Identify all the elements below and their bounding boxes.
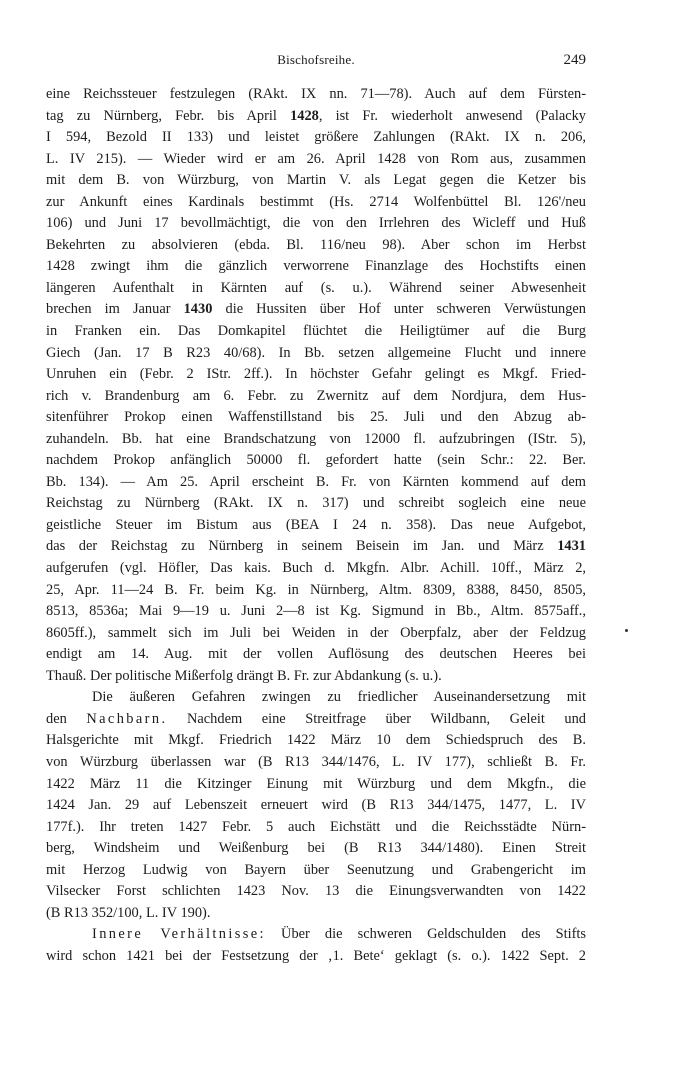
text-line [46,235,586,257]
text-segment: nachdem Prokop anfänglich 50000 fl. gefordert hatte (sein Schr.: 22. Ber. [46,452,586,469]
text-line [46,903,586,925]
text-line [46,644,586,666]
text-segment: (B R13 352/100, L. IV 190). [46,904,211,921]
text-line [46,386,586,408]
text-line [46,170,586,192]
text-segment: Giech (Jan. 17 B R23 40/68). In Bb. setzen allgemeine Flucht und innere [46,344,586,361]
text-line [46,493,586,515]
text-line [46,149,586,171]
text-segment: 1422 März 11 die Kitzinger Einung mit Würzburg und dem Mkgfn., die [46,775,586,792]
text-segment: Bb. 134). — Am 25. April erscheint B. Fr. von Kärnten kommend auf dem [46,473,586,490]
text-segment: 106) und Juni 17 bevollmächtigt, die von den Irrlehren des Wicleff und Huß [46,215,586,232]
text-segment: längeren Aufenthalt in Kärnten auf (s. u.). Während seiner Abwesenheit [46,279,586,296]
text-line [46,84,586,106]
spaced-heading: Nachbarn. [86,710,168,727]
text-segment: den [46,710,87,727]
text-segment: I 594, Bezold II 133) und leistet größere Zahlungen (RAkt. IX n. 206, [46,129,586,146]
text-segment: berg, Windsheim und Weißenburg bei (B R13 344/1480). Einen Streit [46,840,586,857]
text-segment: die Hussiten über Hof unter schweren Verwüstungen [212,301,586,318]
text-line [46,924,586,946]
text-segment: das der Reichstag zu Nürnberg in seinem Beisein im Jan. und März [46,538,558,555]
text-line [46,946,586,968]
text-segment: Halsgerichte mit Mkgf. Friedrich 1422 März 10 dem Schiedspruch des B. [46,732,586,749]
text-segment: eine Reichssteuer festzulegen (RAkt. IX nn. 71—78). Auch auf dem Fürsten- [46,86,586,102]
text-segment: 8513, 8536a; Mai 9—19 u. Juni 2—8 ist Kg. Sigmund in Bb., Altm. 8575aff., [46,603,586,620]
text-segment: 8605ff.), sammelt sich im Juli bei Weiden in der Oberpfalz, aber der Feldzug [46,624,586,641]
margin-mark [625,629,628,632]
text-line [46,256,586,278]
text-line [46,429,586,451]
text-segment: Unruhen ein (Febr. 2 IStr. 2ff.). In höchster Gefahr gelingt es Mkgf. Fried- [46,366,586,383]
text-segment: 25, Apr. 11—24 B. Fr. beim Kg. in Nürnberg, Altm. 8309, 8388, 8450, 8505, [46,581,586,598]
text-segment: , ist Fr. wiederholt anwesend (Palacky [318,107,586,124]
text-line [46,450,586,472]
body-text [46,84,586,967]
text-segment: Über die schweren Geldschulden des Stifts [265,926,586,943]
text-segment: Bekehrten zu absolvieren (ebda. Bl. 116/neu 98). Aber schon im Herbst [46,236,586,253]
text-line [46,299,586,321]
text-line [46,709,586,731]
text-line [46,558,586,580]
text-line [46,407,586,429]
text-line [46,536,586,558]
text-line [46,601,586,623]
text-line [46,817,586,839]
text-line [46,278,586,300]
text-line [46,127,586,149]
text-line [46,321,586,343]
spaced-heading: Innere Verhältnisse: [92,926,266,943]
text-segment: Vilsecker Forst schlichten 1423 Nov. 13 die Einungsverwandten von 1422 [46,883,586,900]
text-line [46,515,586,537]
text-line [46,881,586,903]
text-line [46,838,586,860]
text-segment: 1428 zwingt ihm die gänzlich verworrene Finanzlage des Hochstifts einen [46,258,586,275]
text-segment: zuhandeln. Bb. hat eine Brandschatzung von 12000 fl. aufzubringen (IStr. 5), [46,430,586,447]
text-line [46,687,586,709]
bold-year: 1430 [183,301,213,318]
text-line [46,666,586,688]
text-segment: tag zu Nürnberg, Febr. bis April [46,107,291,124]
text-segment: Thauß. Der politische Mißerfolg drängt B. Fr. zur Abdankung (s. u.). [46,667,442,684]
bold-year: 1428 [290,107,319,124]
text-line [46,213,586,235]
text-segment: wird schon 1421 bei der Festsetzung der ‚1. Bete‘ geklagt (s. o.). 1422 Sept. 2 [46,947,586,964]
text-line [46,774,586,796]
text-line [46,580,586,602]
text-line [46,752,586,774]
text-segment: endigt am 14. Aug. mit der vollen Auflösung des deutschen Heeres bei [46,646,586,663]
text-segment: sitenführer Prokop einen Waffenstillstand bis 25. Juli und den Abzug ab- [46,409,586,426]
text-segment: L. IV 215). — Wieder wird er am 26. April 1428 von Rom aus, zusammen [46,150,586,167]
text-segment: zur Ankunft eines Kardinals bestimmt (Hs. 2714 Wolfenbüttel Bl. 126'/neu [46,193,586,210]
text-line [46,623,586,645]
text-segment: aufgerufen (vgl. Höfler, Das kais. Buch d. Mkgfn. Albr. Achill. 10ff., März 2, [46,560,586,577]
text-segment: Die äußeren Gefahren zwingen zu friedlicher Auseinandersetzung mit [92,689,586,706]
text-segment: rich v. Brandenburg am 6. Febr. zu Zwernitz auf dem Nordjura, dem Hus- [46,387,586,404]
text-line [46,795,586,817]
text-line [46,343,586,365]
text-line [46,860,586,882]
text-line [46,192,586,214]
running-head [46,52,586,74]
running-title: Bischofsreihe. [277,52,355,67]
text-line [46,472,586,494]
text-segment: in Franken ein. Das Domkapitel flüchtet die Heiligtümer auf die Burg [46,323,586,340]
text-line [46,730,586,752]
text-segment: 1424 Jan. 29 auf Lebenszeit erneuert wird (B R13 344/1475, 1477, L. IV [46,797,586,814]
text-segment: brechen im Januar [46,301,184,318]
bold-year: 1431 [557,538,586,555]
text-segment: Reichstag zu Nürnberg (RAkt. IX n. 317) und schreibt sogleich eine neue [46,495,586,512]
text-segment: mit dem B. von Würzburg, von Martin V. als Legat gegen die Ketzer bis [46,172,586,189]
text-segment: mit Herzog Ludwig von Bayern über Seenutzung und Grabengericht im [46,861,586,878]
text-segment: von Würzburg überlassen war (B R13 344/1476, L. IV 177), schließt B. Fr. [46,753,586,770]
text-segment: 177f.). Ihr treten 1427 Febr. 5 auch Eichstätt und die Reichsstädte Nürn- [46,818,586,835]
text-segment: geistliche Steuer im Bistum aus (BEA I 24 n. 358). Das neue Aufgebot, [46,516,586,533]
page-number: 249 [563,52,586,68]
text-line [46,106,586,128]
text-line [46,364,586,386]
text-segment: Nachdem eine Streitfrage über Wildbann, Geleit und [167,710,586,727]
